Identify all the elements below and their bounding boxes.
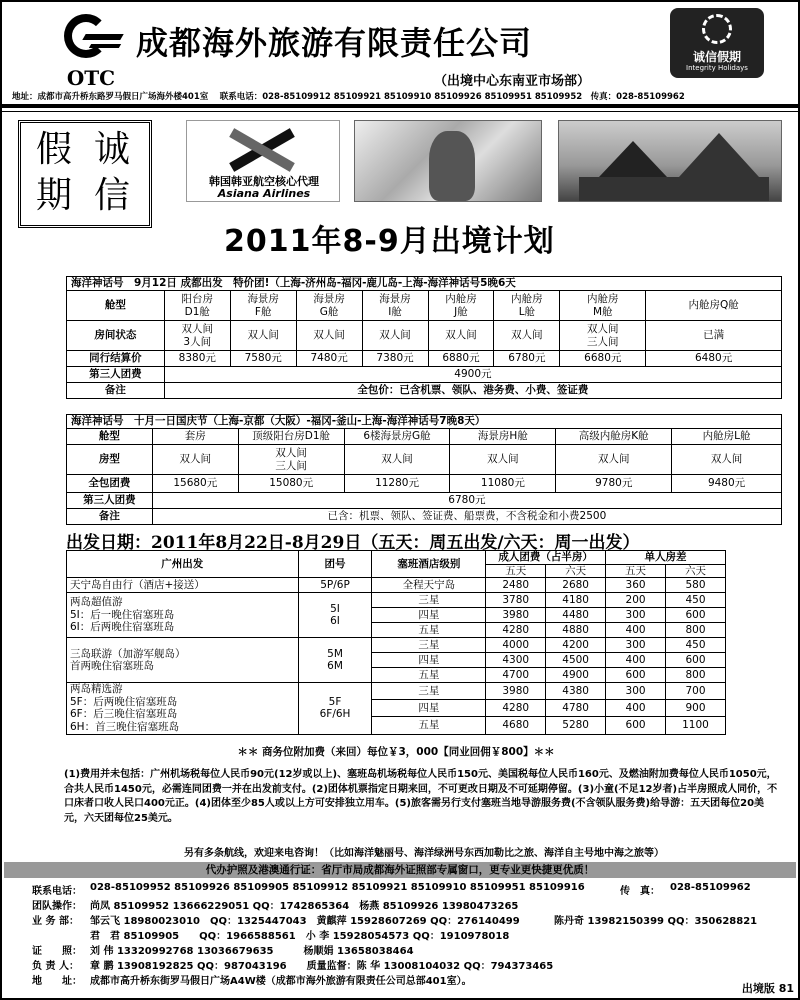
company-name: 成都海外旅游有限责任公司 bbox=[136, 24, 533, 62]
cruise2-title-row bbox=[67, 415, 782, 429]
phone-label: 联系电话： bbox=[32, 886, 82, 897]
tour-route-line: 6H：首三晚住宿塞班岛 bbox=[70, 720, 180, 733]
tour-hotel: 五星 bbox=[372, 623, 486, 638]
single-five: 300 bbox=[606, 638, 666, 653]
tour-code-line: 5I bbox=[330, 602, 340, 615]
saipan-tour-table bbox=[66, 550, 726, 735]
cruise2-table bbox=[66, 414, 782, 525]
cruise2-third-row bbox=[67, 493, 782, 509]
cruise2-room: 双人间 bbox=[672, 445, 782, 475]
badge-char: 信 bbox=[93, 175, 130, 216]
page-number: 出境版 81 bbox=[741, 982, 794, 995]
cruise2-cabin-label: 舱型 bbox=[67, 429, 153, 445]
cruise1-price: 7480元 bbox=[296, 351, 362, 367]
cruise1-cabin-label: 舱型 bbox=[67, 291, 165, 321]
header-rule-thin bbox=[2, 111, 798, 112]
tour-route-line: 两岛精选游 bbox=[70, 683, 123, 696]
cruise1-cabin: 内舱房 M舱 bbox=[560, 291, 646, 321]
tour-row bbox=[67, 593, 726, 608]
lead-label: 负 责 人： bbox=[32, 961, 79, 972]
fax-label: 传 真： bbox=[620, 886, 660, 897]
cruise1-remark-value: 全包价：已含机票、领队、港务费、小费、签证费 bbox=[164, 383, 781, 399]
tour-route bbox=[67, 683, 299, 734]
single-five: 400 bbox=[606, 623, 666, 638]
tour-route-line: 天宁岛自由行（酒店+接送） bbox=[70, 578, 205, 591]
cruise2-price: 9780元 bbox=[556, 475, 672, 493]
asiana-mark-icon bbox=[223, 127, 299, 173]
cruise1-ship: 海洋神话号 bbox=[71, 277, 124, 290]
header-rule bbox=[2, 104, 798, 108]
temple-base bbox=[579, 177, 769, 202]
tour-code bbox=[298, 593, 372, 638]
otc-logo-text: OTC bbox=[66, 66, 116, 90]
cruise2-cabin: 内舱房L舱 bbox=[672, 429, 782, 445]
single-six-header: 六天 bbox=[666, 564, 726, 578]
cruise1-price: 6880元 bbox=[428, 351, 494, 367]
single-six: 600 bbox=[666, 653, 726, 668]
tour-hotel: 三星 bbox=[372, 593, 486, 608]
cruise1-status: 已满 bbox=[646, 321, 782, 351]
cruise2-cabin-row bbox=[67, 429, 782, 445]
more-routes-line: 另有多条航线，欢迎来电咨询！（比如海洋魅丽号、海洋绿洲号东西加勒比之旅、海洋自主号地中海之旅等） bbox=[184, 848, 664, 859]
fee-notes: (1)费用并未包括：广州机场税每位人民币90元(12岁或以上)、塞班岛机场税每位人民币150元、美国税每位人民币160元、及燃油附加费每位人民币1050元，合共人民币1450元，必需连同团费一并在出发前支付。(2)团体机票指定日期来回，不可更改日期及不可延期停留。(3)小童(不足12岁者)占半房照成人同价，不口床者口收人民口400元正。(4)团体至少85人或以上方可安排独立用车。(5)旅客需另行支付塞班当地导游服务费(不含领队服务费)给导游：五天团每位20美元，六天团每位25美元。 bbox=[64, 769, 778, 824]
tour-code bbox=[298, 638, 372, 683]
tour-row bbox=[67, 578, 726, 593]
single-six: 580 bbox=[666, 578, 726, 593]
main-title: 2011年8-9月出境计划 bbox=[224, 224, 555, 259]
cert-label: 证 照： bbox=[32, 946, 82, 957]
tour-route-line: 两岛超值游 bbox=[70, 596, 123, 609]
single-six: 900 bbox=[666, 700, 726, 717]
korean-dress-photo bbox=[354, 120, 542, 202]
cruise1-price: 7580元 bbox=[230, 351, 296, 367]
otc-logo bbox=[54, 10, 126, 92]
departure-date-line: 出发日期：2011年8月22日-8月29日（五天：周五出发/六天：周一出发） bbox=[66, 533, 640, 553]
tour-route bbox=[67, 593, 299, 638]
adult-six: 4880 bbox=[546, 623, 606, 638]
cruise1-status: 双人间 bbox=[494, 321, 560, 351]
cruise2-price-row bbox=[67, 475, 782, 493]
single-five: 360 bbox=[606, 578, 666, 593]
integrity-holidays-logo bbox=[670, 8, 764, 78]
adult-five: 3980 bbox=[486, 683, 546, 700]
cruise2-price: 11080元 bbox=[450, 475, 556, 493]
badge-char: 期 bbox=[35, 175, 72, 216]
cruise1-price: 8380元 bbox=[164, 351, 230, 367]
cruise1-cabin: 内舱房 L舱 bbox=[494, 291, 560, 321]
cert-contacts: 刘 伟 13320992768 13036679635 杨顺娟 13658038464 bbox=[90, 946, 414, 957]
adult-fee-header: 成人团费（占半房） bbox=[486, 551, 606, 565]
tour-hotel: 三星 bbox=[372, 638, 486, 653]
tour-code-line: 6I bbox=[330, 615, 340, 628]
lead-contacts: 章 鹏 13908192825 QQ：987043196 质量监督：陈 华 13008104032 QQ：794373465 bbox=[90, 961, 554, 972]
address-label: 地 址： bbox=[32, 976, 82, 987]
cruise2-price: 9480元 bbox=[672, 475, 782, 493]
asiana-airlines-logo bbox=[186, 120, 340, 202]
tour-code-line: 6M bbox=[327, 660, 343, 673]
cruise2-remark-value: 已含：机票、领队、签证费、船票费，不含税金和小费2500 bbox=[152, 509, 781, 525]
biz-label: 业 务 部： bbox=[32, 916, 79, 927]
person-figure bbox=[429, 131, 475, 201]
single-five: 600 bbox=[606, 717, 666, 734]
single-six: 450 bbox=[666, 638, 726, 653]
cruise2-room-label: 房型 bbox=[67, 445, 153, 475]
tour-route bbox=[67, 638, 299, 683]
tour-hotel: 全程天宁岛 bbox=[372, 578, 486, 593]
badge-char: 假 bbox=[35, 129, 72, 170]
cruise2-room: 双人间 bbox=[152, 445, 238, 475]
cruise2-room-row bbox=[67, 445, 782, 475]
cruise1-status: 双人间 bbox=[362, 321, 428, 351]
cruise2-cabin: 海景房H舱 bbox=[450, 429, 556, 445]
cruise2-room: 双人间 bbox=[556, 445, 672, 475]
adult-five: 3780 bbox=[486, 593, 546, 608]
tour-hotel: 三星 bbox=[372, 683, 486, 700]
tour-route-line: 三岛联游（加游军舰岛） bbox=[70, 647, 186, 660]
cruise1-status: 双人间 bbox=[296, 321, 362, 351]
cruise1-cabin: 内舱房Q舱 bbox=[646, 291, 782, 321]
adult-six: 4500 bbox=[546, 653, 606, 668]
tour-code-line: 6F/6H bbox=[319, 708, 351, 721]
airline-cn: 韩国韩亚航空核心代理 bbox=[209, 175, 319, 188]
cruise2-ship: 海洋神话号 bbox=[71, 415, 124, 428]
single-five: 600 bbox=[606, 668, 666, 683]
single-six: 600 bbox=[666, 608, 726, 623]
tour-route-line: 5I：后一晚住宿塞班岛 bbox=[70, 608, 175, 621]
cruise2-room: 双人间 bbox=[450, 445, 556, 475]
adult-six: 4180 bbox=[546, 593, 606, 608]
contact-biz-row bbox=[32, 912, 792, 926]
cruise2-cabin: 6楼海景房G舱 bbox=[344, 429, 450, 445]
temple-photo bbox=[558, 120, 782, 202]
tour-hotel: 五星 bbox=[372, 668, 486, 683]
adult-six: 4380 bbox=[546, 683, 606, 700]
single-five: 200 bbox=[606, 593, 666, 608]
single-six: 800 bbox=[666, 623, 726, 638]
cruise1-status: 双人间 3人间 bbox=[164, 321, 230, 351]
cruise1-title: 9月12日 成都出发 特价团!（上海-济州岛-福冈-鹿儿岛-上海-海洋神话号5晚6天 bbox=[134, 277, 516, 290]
cruise2-price: 11280元 bbox=[344, 475, 450, 493]
cruise1-status: 双人间 bbox=[230, 321, 296, 351]
phone-numbers: 028-85109952 85109926 85109905 85109912 85109921 85109910 85109951 85109916 bbox=[90, 882, 585, 893]
cruise2-room: 双人间 bbox=[344, 445, 450, 475]
cruise2-third-value: 6780元 bbox=[152, 493, 781, 509]
header-address-line: 地址：成都市高升桥东路罗马假日广场海外楼401室 联系电话：028-85109912 85109921 85109910 85109926 85109951 85109952 传真：028-85109962 bbox=[12, 92, 685, 102]
cruise1-cabin: 海景房 G舱 bbox=[296, 291, 362, 321]
adult-six: 4200 bbox=[546, 638, 606, 653]
adult-five: 4680 bbox=[486, 717, 546, 734]
tour-hotel: 四星 bbox=[372, 608, 486, 623]
adult-five: 4700 bbox=[486, 668, 546, 683]
address-text: 成都市高升桥东街罗马假日广场A4W楼（成都市海外旅游有限责任公司总部401室）。 bbox=[90, 976, 472, 987]
adult-five: 4300 bbox=[486, 653, 546, 668]
route-header: 广州出发 bbox=[67, 551, 299, 578]
integrity-logo-cn: 诚信假期 bbox=[692, 50, 741, 64]
single-six: 700 bbox=[666, 683, 726, 700]
adult-six-header: 六天 bbox=[546, 564, 606, 578]
cruise1-status-row bbox=[67, 321, 782, 351]
fax-number: 028-85109962 bbox=[670, 882, 751, 893]
single-five-header: 五天 bbox=[606, 564, 666, 578]
code-header: 团号 bbox=[298, 551, 372, 578]
adult-five: 3980 bbox=[486, 608, 546, 623]
adult-six: 5280 bbox=[546, 717, 606, 734]
cruise1-price: 7380元 bbox=[362, 351, 428, 367]
tour-row bbox=[67, 683, 726, 700]
adult-five: 4000 bbox=[486, 638, 546, 653]
cruise1-price: 6480元 bbox=[646, 351, 782, 367]
cruise2-third-label: 第三人团费 bbox=[67, 493, 153, 509]
tour-table-body bbox=[67, 551, 726, 735]
header bbox=[2, 2, 798, 106]
cruise2-remark-label: 备注 bbox=[67, 509, 153, 525]
otc-wing-icon bbox=[82, 34, 123, 40]
biz-contacts: 邹云飞 18980023010 QQ：1325447043 黄麒萍 15928607269 QQ：276140499 bbox=[90, 916, 520, 927]
cruise1-price-label: 同行结算价 bbox=[67, 351, 165, 367]
cruise2-cabin: 顶级阳台房D1舱 bbox=[238, 429, 344, 445]
tour-code bbox=[298, 578, 372, 593]
ops-contacts: 尚凤 85109952 13666229051 QQ：1742865364 杨燕 85109926 13980473265 bbox=[90, 901, 519, 912]
tour-hotel: 四星 bbox=[372, 653, 486, 668]
hotel-header: 塞班酒店级别 bbox=[372, 551, 486, 578]
tour-route-line: 6F：后三晚住宿塞班岛 bbox=[70, 708, 178, 721]
department-name: （出境中心东南亚市场部） bbox=[434, 74, 591, 89]
cruise1-cabin-row bbox=[67, 291, 782, 321]
cruise2-title: 十月一日国庆节（上海-京都（大阪）-福冈-釜山-上海-海洋神话号7晚8天） bbox=[134, 415, 486, 428]
single-supplement-header: 单人房差 bbox=[606, 551, 726, 565]
cruise2-price-label: 全包团费 bbox=[67, 475, 153, 493]
tour-code-line: 5M bbox=[327, 647, 343, 660]
tour-hotel: 四星 bbox=[372, 700, 486, 717]
passport-service-bar: 代办护照及港澳通行证：省厅市局成都海外证照部专属窗口，更专业更快捷更优质！ bbox=[4, 862, 796, 878]
adult-five: 4280 bbox=[486, 623, 546, 638]
integrity-logo-en: Integrity Holidays bbox=[686, 64, 748, 72]
pagoda-roof bbox=[599, 141, 667, 177]
tour-code-line: 5P/6P bbox=[320, 578, 350, 591]
adult-five: 2480 bbox=[486, 578, 546, 593]
single-five: 300 bbox=[606, 683, 666, 700]
single-five: 300 bbox=[606, 608, 666, 623]
biz-contacts-2: 君 君 85109905 QQ：1966588561 小 李 15928054573 QQ：1910978018 bbox=[90, 931, 510, 942]
airline-en: Asiana Airlines bbox=[217, 187, 311, 200]
cruise1-cabin: 内舱房 J舱 bbox=[428, 291, 494, 321]
single-five: 400 bbox=[606, 653, 666, 668]
adult-five: 4280 bbox=[486, 700, 546, 717]
cruise1-price-row bbox=[67, 351, 782, 367]
single-five: 400 bbox=[606, 700, 666, 717]
tour-route-line: 首两晚住宿塞班岛 bbox=[70, 660, 154, 673]
business-class-surcharge: ＊＊ 商务位附加费（来回）每位￥3，000【同业回佣￥800】＊＊ bbox=[237, 746, 555, 758]
contact-phone-row bbox=[32, 882, 792, 896]
tour-route bbox=[67, 578, 299, 593]
cruise2-remark-row bbox=[67, 509, 782, 525]
cruise1-remark-row bbox=[67, 383, 782, 399]
adult-six: 4900 bbox=[546, 668, 606, 683]
cruise1-status: 双人间 三人间 bbox=[560, 321, 646, 351]
tour-code bbox=[298, 683, 372, 734]
tour-code-line: 5F bbox=[328, 695, 342, 708]
otc-wing-icon-2 bbox=[89, 44, 121, 48]
flower-icon bbox=[702, 14, 732, 44]
cruise1-table bbox=[66, 276, 782, 399]
cruise1-price: 6680元 bbox=[560, 351, 646, 367]
cruise2-cabin: 套房 bbox=[152, 429, 238, 445]
single-six: 1100 bbox=[666, 717, 726, 734]
adult-six: 4480 bbox=[546, 608, 606, 623]
tour-row bbox=[67, 638, 726, 653]
cruise1-third-value: 4900元 bbox=[164, 367, 781, 383]
cruise1-title-row bbox=[67, 277, 782, 291]
cruise1-price: 6780元 bbox=[494, 351, 560, 367]
cruise1-cabin: 阳台房 D1舱 bbox=[164, 291, 230, 321]
badge-char: 诚 bbox=[93, 129, 130, 170]
adult-five-header: 五天 bbox=[486, 564, 546, 578]
tour-route-line: 5F：后两晚住宿塞班岛 bbox=[70, 695, 178, 708]
adult-six: 4780 bbox=[546, 700, 606, 717]
pagoda-roof-2 bbox=[679, 133, 759, 177]
tour-hotel: 五星 bbox=[372, 717, 486, 734]
honesty-badge bbox=[18, 120, 152, 228]
cruise1-status-label: 房间状态 bbox=[67, 321, 165, 351]
single-six: 450 bbox=[666, 593, 726, 608]
adult-six: 2680 bbox=[546, 578, 606, 593]
cruise1-status: 双人间 bbox=[428, 321, 494, 351]
cruise2-cabin: 高级内舱房K舱 bbox=[556, 429, 672, 445]
cruise1-cabin: 海景房 I舱 bbox=[362, 291, 428, 321]
cruise2-room: 双人间 三人间 bbox=[238, 445, 344, 475]
cruise2-price: 15080元 bbox=[238, 475, 344, 493]
cruise1-third-row bbox=[67, 367, 782, 383]
tour-route-line: 6I：后两晚住宿塞班岛 bbox=[70, 621, 175, 634]
cruise1-remark-label: 备注 bbox=[67, 383, 165, 399]
biz-contacts-right: 陈丹奇 13982150399 QQ：350628821 bbox=[554, 916, 758, 927]
cruise1-third-label: 第三人团费 bbox=[67, 367, 165, 383]
cruise2-price: 15680元 bbox=[152, 475, 238, 493]
cruise1-cabin: 海景房 F舱 bbox=[230, 291, 296, 321]
ops-label: 团队操作： bbox=[32, 901, 82, 912]
single-six: 800 bbox=[666, 668, 726, 683]
